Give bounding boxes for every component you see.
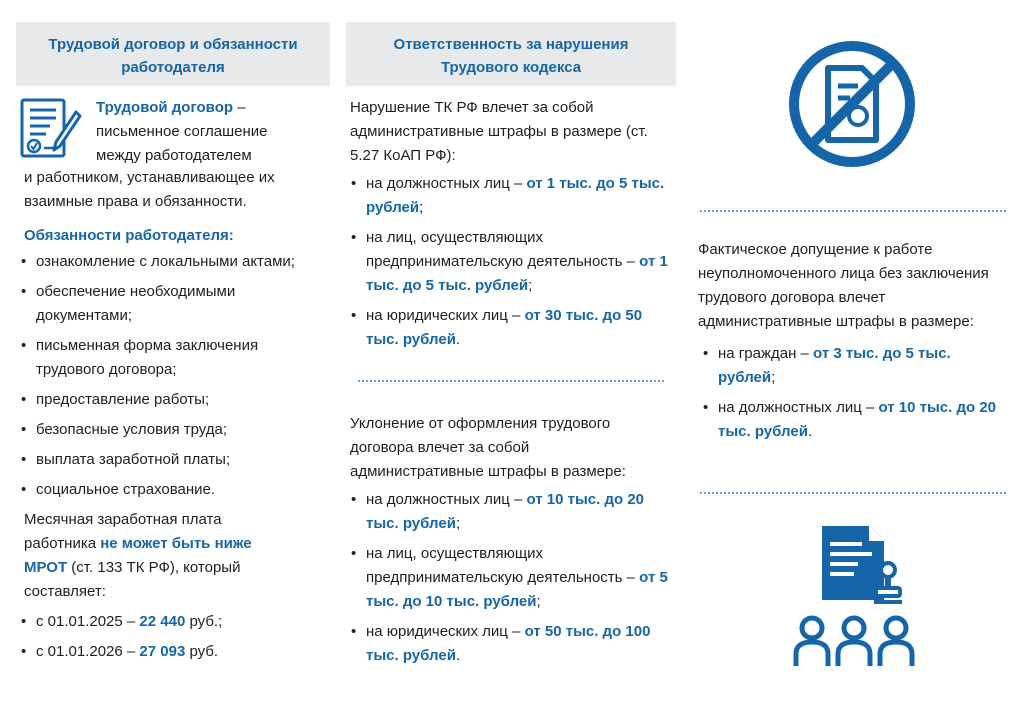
definition-term: Трудовой договор <box>96 99 234 116</box>
list-item: • на лиц, осуществляющих предпринимательскую деятельность – от 5 тыс. до 10 тыс. рублей; <box>346 542 672 614</box>
prohibited-document-icon <box>788 40 916 168</box>
evasion-intro: Уклонение от оформления трудового договора влечет за собой административные штрафы в размере: <box>350 415 626 480</box>
definition-line1: письменное соглашение <box>96 123 268 140</box>
separator <box>358 380 664 382</box>
duties-list <box>16 250 306 502</box>
wage-text-start: Месячная заработная плата работника <box>24 511 222 552</box>
list-item: • на должностных лиц – от 10 тыс. до 20 тыс. рублей; <box>346 488 672 536</box>
wage-list <box>16 610 330 664</box>
col1-header-line1: Трудовой договор и обязанности <box>48 36 298 53</box>
list-item: • обеспечение необходимыми документами; <box>16 280 306 328</box>
list-item: • на лиц, осуществляющих предпринимательскую деятельность – от 1 тыс. до 5 тыс. рублей; <box>346 226 672 298</box>
list-item: • предоставление работы; <box>16 388 306 412</box>
separator <box>700 210 1006 212</box>
list-item: • ознакомление с локальными актами; <box>16 250 306 274</box>
definition-dash: – <box>233 99 246 116</box>
list-item: • письменная форма заключения трудового договора; <box>16 334 306 382</box>
wage-text-end: (ст. 133 ТК РФ), который составляет: <box>24 559 241 600</box>
liability-column <box>346 0 676 674</box>
definition-rest: и работником, устанавливающее их взаимные права и обязанности. <box>24 169 275 210</box>
list-item: • социальное страхование. <box>16 478 306 502</box>
list-item: • с 01.01.2025 – 22 440 руб.; <box>16 610 330 634</box>
violation-fines-list <box>346 172 672 352</box>
list-item: • на юридических лиц – от 30 тыс. до 50 тыс. рублей. <box>346 304 672 352</box>
duties-title: Обязанности работодателя: <box>24 227 234 244</box>
col1-header <box>16 22 330 86</box>
admission-fines-list <box>698 342 998 444</box>
employment-contract-column <box>16 0 330 670</box>
document-stamp-people-icon <box>792 520 918 670</box>
list-item: • на граждан – от 3 тыс. до 5 тыс. рублей; <box>698 342 998 390</box>
definition-first-lines <box>96 96 336 168</box>
violation-intro: Нарушение ТК РФ влечет за собой административные штрафы в размере (ст. 5.27 КоАП РФ): <box>350 99 648 164</box>
definition-block <box>16 94 330 166</box>
list-item: • выплата заработной платы; <box>16 448 306 472</box>
admission-intro: Фактическое допущение к работе неуполномоченного лица без заключения трудового договора влечет административные штрафы в размере: <box>698 241 989 330</box>
list-item: • с 01.01.2026 – 27 093 руб. <box>16 640 330 664</box>
list-item: • на юридических лиц – от 50 тыс. до 100 тыс. рублей. <box>346 620 672 668</box>
evasion-fines-list <box>346 488 672 668</box>
separator <box>700 492 1006 494</box>
list-item: • на должностных лиц – от 1 тыс. до 5 тыс. рублей; <box>346 172 672 220</box>
col2-header-line2: Трудового кодекса <box>440 59 582 76</box>
admission-text-block <box>698 238 1004 450</box>
minimum-wage-text <box>16 508 284 604</box>
col1-header-line2: работодателя <box>121 59 225 76</box>
col2-header <box>346 22 676 86</box>
wage-highlight: не может быть ниже МРОТ <box>24 535 252 576</box>
list-item: • безопасные условия труда; <box>16 418 306 442</box>
definition-line2: между работодателем <box>96 147 252 164</box>
list-item: • на должностных лиц – от 10 тыс. до 20 тыс. рублей. <box>698 396 998 444</box>
col2-header-line1: Ответственность за нарушения <box>393 36 629 53</box>
contract-sign-icon <box>20 96 82 162</box>
